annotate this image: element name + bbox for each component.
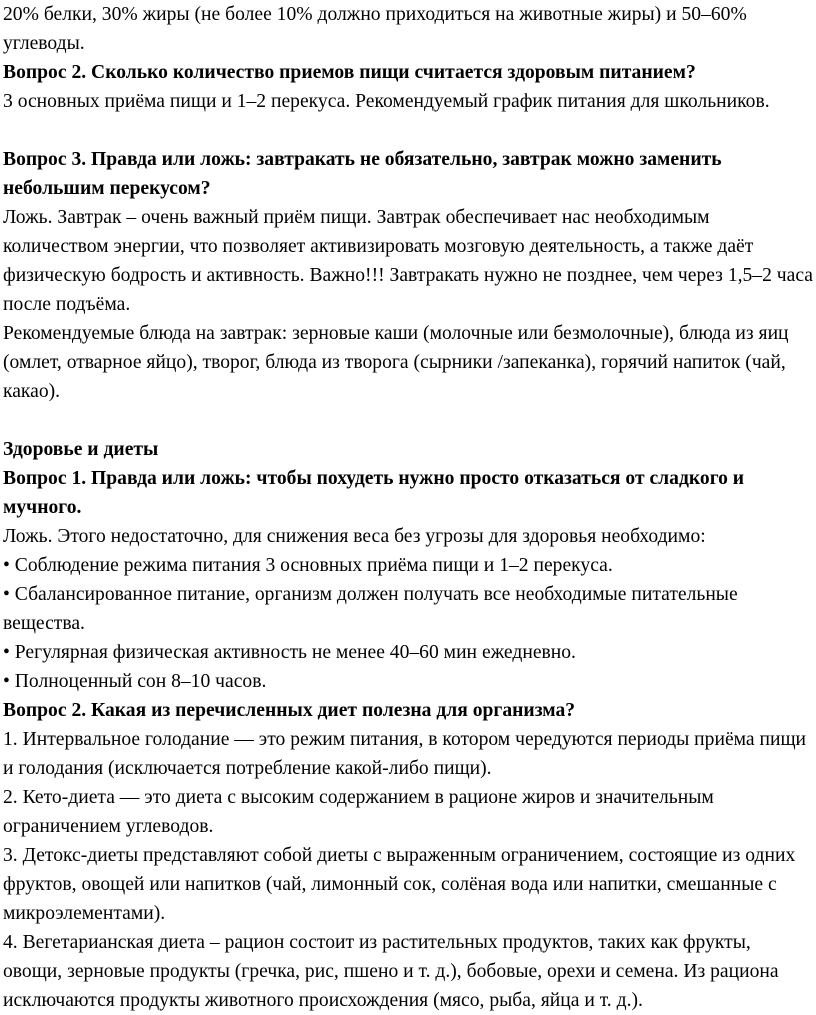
recommended-breakfast-dishes: Рекомендуемые блюда на завтрак: зерновые каши (молочные или безмолочные), блюда из яиц (омлет, отварное яйцо), творог, блюда из творога (сырники /запеканка), горячий напиток (чай, какао). (3, 323, 789, 402)
answer-meals-count: 3 основных приёма пищи и 1–2 перекуса. Рекомендуемый график питания для школьников. (3, 91, 770, 112)
diet-intermittent-fasting: 1. Интервальное голодание — это режим питания, в котором чередуются периоды приёма пищи и голодания (исключается потребление какой-либо пищи). (3, 729, 807, 779)
paragraph-macronutrients: 20% белки, 30% жиры (не более 10% должно приходиться на животные жиры) и 50–60% углеводы. (3, 4, 747, 54)
question-useful-diet-heading: Вопрос 2. Какая из перечисленных диет полезна для организма? (3, 700, 576, 721)
list-item-physical-activity: • Регулярная физическая активность не менее 40–60 мин ежедневно. (3, 642, 576, 663)
question-breakfast-heading: Вопрос 3. Правда или ложь: завтракать не обязательно, завтрак можно заменить небольшим перекусом? (3, 149, 722, 199)
list-item-meal-regime: • Соблюдение режима питания 3 основных приёма пищи и 1–2 перекуса. (3, 555, 613, 576)
list-item-balanced-nutrition: • Сбалансированное питание, организм должен получать все необходимые питательные вещества. (3, 584, 738, 634)
document-page (3, 0, 813, 1015)
section-health-diets-heading: Здоровье и диеты (3, 439, 159, 460)
answer-weight-loss: Ложь. Этого недостаточно, для снижения веса без угрозы для здоровья необходимо: (3, 526, 706, 547)
list-item-sleep: • Полноценный сон 8–10 часов. (3, 671, 267, 692)
blank-line (3, 116, 813, 145)
blank-line (3, 406, 813, 435)
question-meals-count-heading: Вопрос 2. Сколько количество приемов пищи считается здоровым питанием? (3, 62, 696, 83)
diet-detox: 3. Детокс-диеты представляют собой диеты с выраженным ограничением, состоящие из одних фруктов, овощей или напитков (чай, лимонный сок, солёная вода или напитки, смешанные с микроэлементами). (3, 845, 796, 924)
diet-vegetarian: 4. Вегетарианская диета – рацион состоит из растительных продуктов, таких как фрукты, овощи, зерновые продукты (гречка, рис, пшено и т. д.), бобовые, орехи и семена. Из рациона исключаются продукты животного происхождения (мясо, рыба, яйца и т. д.). (3, 932, 779, 1011)
question-weight-loss-heading: Вопрос 1. Правда или ложь: чтобы похудеть нужно просто отказаться от сладкого и мучного. (3, 468, 745, 518)
diet-keto: 2. Кето-диета — это диета с высоким содержанием в рационе жиров и значительным ограничением углеводов. (3, 787, 714, 837)
answer-breakfast: Ложь. Завтрак – очень важный приём пищи. Завтрак обеспечивает нас необходимым количеством энергии, что позволяет активизировать мозговую деятельность, а также даёт физическую бодрость и активность. Важно!!! Завтракать нужно не позднее, чем через 1,5–2 часа после подъёма. (3, 207, 813, 315)
